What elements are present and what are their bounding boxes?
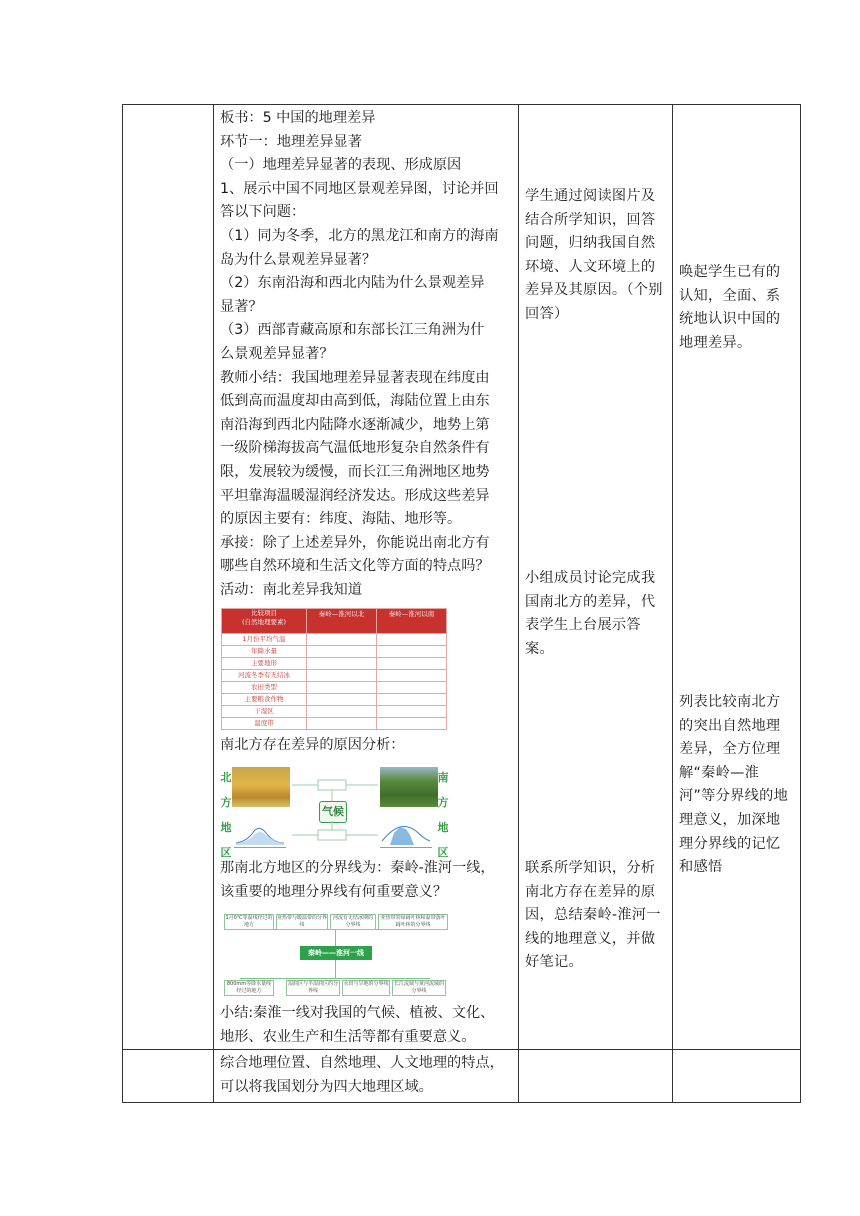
boundary-meaning-box: 长江流域与黄河流域的分界线 xyxy=(392,980,446,996)
boundary-meaning-box: 1月0℃等温线经过的地方 xyxy=(224,914,274,930)
comparison-row-label: 主要粮食作物 xyxy=(222,694,307,706)
summary-line: 小结:秦淮一线对我国的气候、植被、文化、 xyxy=(220,1005,495,1022)
boundary-meaning-box: 亚热带常绿阔叶林和温带落叶阔叶林的分界线 xyxy=(378,914,448,930)
climate-core-box: 气候 xyxy=(319,801,347,823)
design-intent-block: 列表比较南北方的突出自然地理差异，全方位理解“秦岭—淮河”等分界线的地理意义，加深地理分界线的记忆和感悟 xyxy=(679,694,789,876)
empty-cell xyxy=(673,1050,801,1103)
comparison-row-label: 干湿区 xyxy=(222,706,307,718)
empty-cell xyxy=(519,1050,673,1103)
boundary-meaning-box: 河流有无结冰期的分界线 xyxy=(330,914,376,930)
comparison-row-label: 1月份平均气温 xyxy=(222,634,307,646)
comparison-row-label: 年降水量 xyxy=(222,646,307,658)
table-row xyxy=(123,105,801,1050)
boundary-question-line: 那南北方地区的分界线为：秦岭-淮河一线， xyxy=(220,860,495,877)
boundary-question-line: 该重要的地理分界线有何重要意义？ xyxy=(220,883,448,900)
comparison-row-label: 农田类型 xyxy=(222,682,307,694)
comparison-header-cell: 比较项目 (自然地理要素) xyxy=(222,609,307,634)
north-region-label: 北 方 地 区 xyxy=(220,771,232,860)
comparison-row-label: 河流冬季有无结冰 xyxy=(222,670,307,682)
comparison-row xyxy=(222,658,447,670)
empty-cell xyxy=(123,1050,214,1103)
comparison-row xyxy=(222,694,447,706)
text-line: （3）西部青藏高原和东部长江三角洲为什 xyxy=(220,322,485,339)
table-row xyxy=(123,1050,801,1103)
text-line: 岛为什么景观差异显著？ xyxy=(220,251,377,268)
text-line: 答以下问题： xyxy=(220,204,306,221)
text-line: 南沿海到西北内陆降水逐渐减少，地势上第 xyxy=(220,416,490,433)
text-line: （2）东南沿海和西北内陆为什么景观差异 xyxy=(220,275,485,292)
text-line: （1）同为冬季，北方的黑龙江和南方的海南 xyxy=(220,227,499,244)
boundary-meaning-box: 亚热带与暖温带的分界线 xyxy=(276,914,328,930)
text-line: 承接：除了上述差异外，你能说出南北方有 xyxy=(220,534,490,551)
reason-title: 南北方存在差异的原因分析： xyxy=(220,737,405,754)
north-south-diagram xyxy=(220,763,450,860)
student-activity-block: 小组成员讨论完成我国南北方的差异，代表学生上台展示答案。 xyxy=(525,570,656,657)
design-intent-cell xyxy=(673,105,801,1050)
text-line: 综合地理位置、自然地理、人文地理的特点， xyxy=(220,1055,504,1072)
text-line: 的原因主要有：纬度、海陆、地形等。 xyxy=(220,511,462,528)
comparison-row-label: 主要地形 xyxy=(222,658,307,670)
text-line: 可以将我国划分为四大地理区域。 xyxy=(220,1079,433,1096)
student-activity-cell xyxy=(519,105,673,1050)
design-intent-block: 唤起学生已有的认知，全面、系统地认识中国的地理差异。 xyxy=(679,264,781,351)
student-activity-block: 学生通过阅读图片及结合所学知识，回答问题，归纳我国自然环境、人文环境上的差异及其原因。（个别回答） xyxy=(525,188,663,322)
comparison-header-cell: 秦岭—淮河以南 xyxy=(377,609,447,634)
comparison-row xyxy=(222,646,447,658)
text-line: 么景观差异显著？ xyxy=(220,345,334,362)
comparison-table-figure xyxy=(221,608,447,730)
text-line: 板书：5 中国的地理差异 xyxy=(220,110,376,126)
text-line: 一级阶梯海拔高气温低地形复杂自然条件有 xyxy=(220,440,490,457)
comparison-row xyxy=(222,634,447,646)
boundary-meaning-box: 湿润区与半湿润区的分界线 xyxy=(286,980,340,996)
diagram-connectors xyxy=(220,763,450,855)
text-line: 哪些自然环境和生活文化等方面的特点吗？ xyxy=(220,558,490,575)
text-line: 教师小结：我国地理差异显著表现在纬度由 xyxy=(220,369,490,386)
lesson-plan-table xyxy=(122,104,801,1103)
text-line: （一）地理差异显著的表现、形成原因 xyxy=(220,157,462,174)
text-line: 环节一：地理差异显著 xyxy=(220,133,362,150)
qinling-huaihe-center-box: 秦岭——淮河一线 xyxy=(300,946,372,960)
boundary-meaning-box: 水田与旱地的分界线 xyxy=(342,980,390,996)
boundary-meaning-box: 800mm等降水量线经过的地方 xyxy=(224,980,274,996)
text-line: 低到高而温度却由高到低，海陆位置上由东 xyxy=(220,393,490,410)
comparison-row xyxy=(222,706,447,718)
student-activity-block: 联系所学知识，分析南北方存在差异的原因，总结秦岭-淮河一线的地理意义，并做好笔记。 xyxy=(525,860,661,971)
comparison-row xyxy=(222,670,447,682)
summary-line: 地形、农业生产和生活等都有重要意义。 xyxy=(220,1028,476,1045)
teaching-content-cell xyxy=(214,1050,519,1103)
comparison-row xyxy=(222,718,447,730)
text-line: 平坦靠海温暖湿润经济发达。形成这些差异 xyxy=(220,487,490,504)
comparison-header-cell: 秦岭—淮河以北 xyxy=(307,609,377,634)
empty-cell xyxy=(123,105,214,1050)
comparison-row-label: 温度带 xyxy=(222,718,307,730)
qinling-huaihe-diagram xyxy=(220,912,450,998)
comparison-table-header xyxy=(222,609,447,634)
comparison-row xyxy=(222,682,447,694)
text-line: 限，发展较为缓慢，而长江三角洲地区地势 xyxy=(220,463,490,480)
teaching-content-cell xyxy=(214,105,519,1050)
text-line: 1、展示中国不同地区景观差异图，讨论并回 xyxy=(220,180,499,197)
south-region-label: 南 方 地 区 xyxy=(437,771,449,860)
text-line: 显著？ xyxy=(220,298,263,315)
text-line: 活动：南北差异我知道 xyxy=(220,581,362,598)
